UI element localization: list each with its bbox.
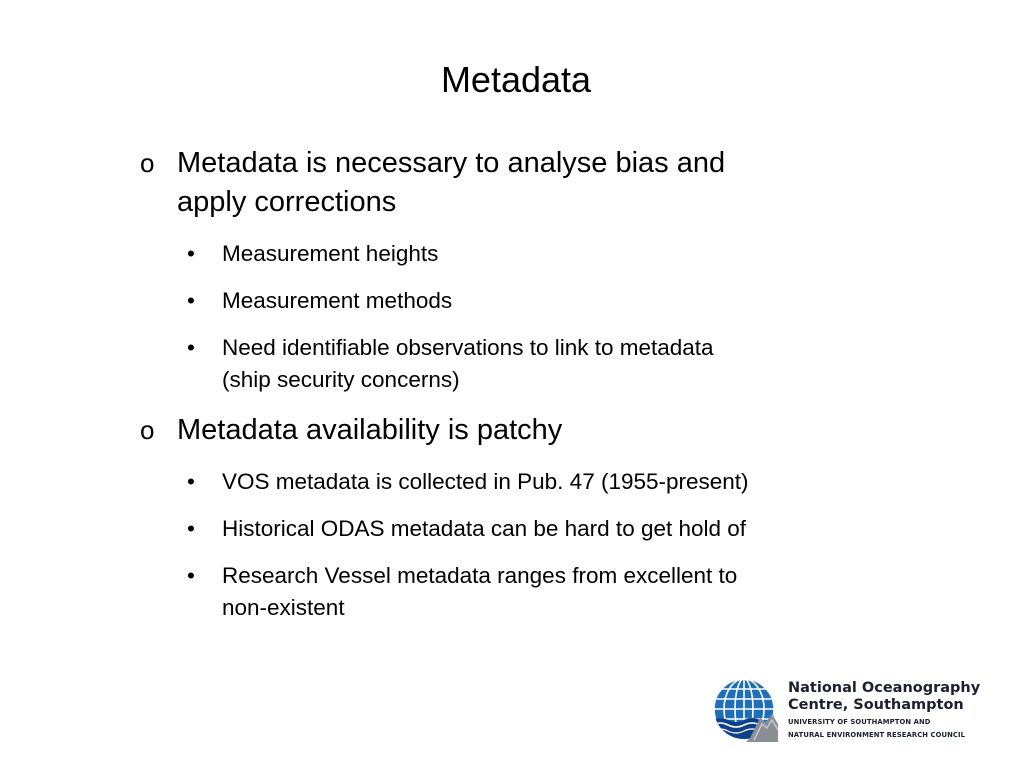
slide-body <box>140 144 900 639</box>
level2-bullet-text: Measurement methods <box>222 288 453 313</box>
bullet-marker: • <box>187 469 195 494</box>
level2-bullet <box>187 466 900 498</box>
level2-bullet-text: Measurement heights <box>222 241 439 266</box>
logo-sub-line2: NATURAL ENVIRONMENT RESEARCH COUNCIL <box>788 730 966 739</box>
level1-bullet-text-continued: apply corrections <box>177 186 397 218</box>
level1-bullet <box>140 411 900 450</box>
level2-bullet-text: Historical ODAS metadata can be hard to get hold of <box>222 516 747 541</box>
level2-bullet-text: Need identifiable observations to link to metadata <box>222 335 714 360</box>
circle-bullet-marker: o <box>140 415 155 445</box>
bullet-marker: • <box>187 241 195 266</box>
level1-bullet-text: Metadata is necessary to analyse bias and <box>177 147 726 179</box>
logo-name-line2: Centre, Southampton <box>788 697 964 713</box>
level2-bullet <box>187 560 900 624</box>
logo-text <box>788 680 980 739</box>
noc-logo <box>712 676 1002 742</box>
level2-bullet <box>187 332 900 396</box>
level1-bullet-text: Metadata availability is patchy <box>177 414 563 446</box>
bullet-marker: • <box>187 563 195 588</box>
bullet-marker: • <box>187 335 195 360</box>
level2-bullet <box>187 238 900 270</box>
level2-bullet-text-continued: non-existent <box>222 595 345 620</box>
level2-bullet-text-continued: (ship security concerns) <box>222 367 460 392</box>
logo-name-line1: National Oceanography <box>788 680 981 696</box>
bullet-marker: • <box>187 516 195 541</box>
globe-icon <box>712 676 778 742</box>
level2-bullet <box>187 513 900 545</box>
bullet-marker: • <box>187 288 195 313</box>
circle-bullet-marker: o <box>140 148 155 178</box>
level2-bullet <box>187 285 900 317</box>
slide-title: Metadata <box>440 59 592 100</box>
logo-sub-line1: UNIVERSITY OF SOUTHAMPTON AND <box>788 718 931 726</box>
level1-bullet <box>140 144 900 222</box>
level2-bullet-text: Research Vessel metadata ranges from excellent to <box>222 563 738 588</box>
level2-bullet-text: VOS metadata is collected in Pub. 47 (1955-present) <box>222 469 749 494</box>
